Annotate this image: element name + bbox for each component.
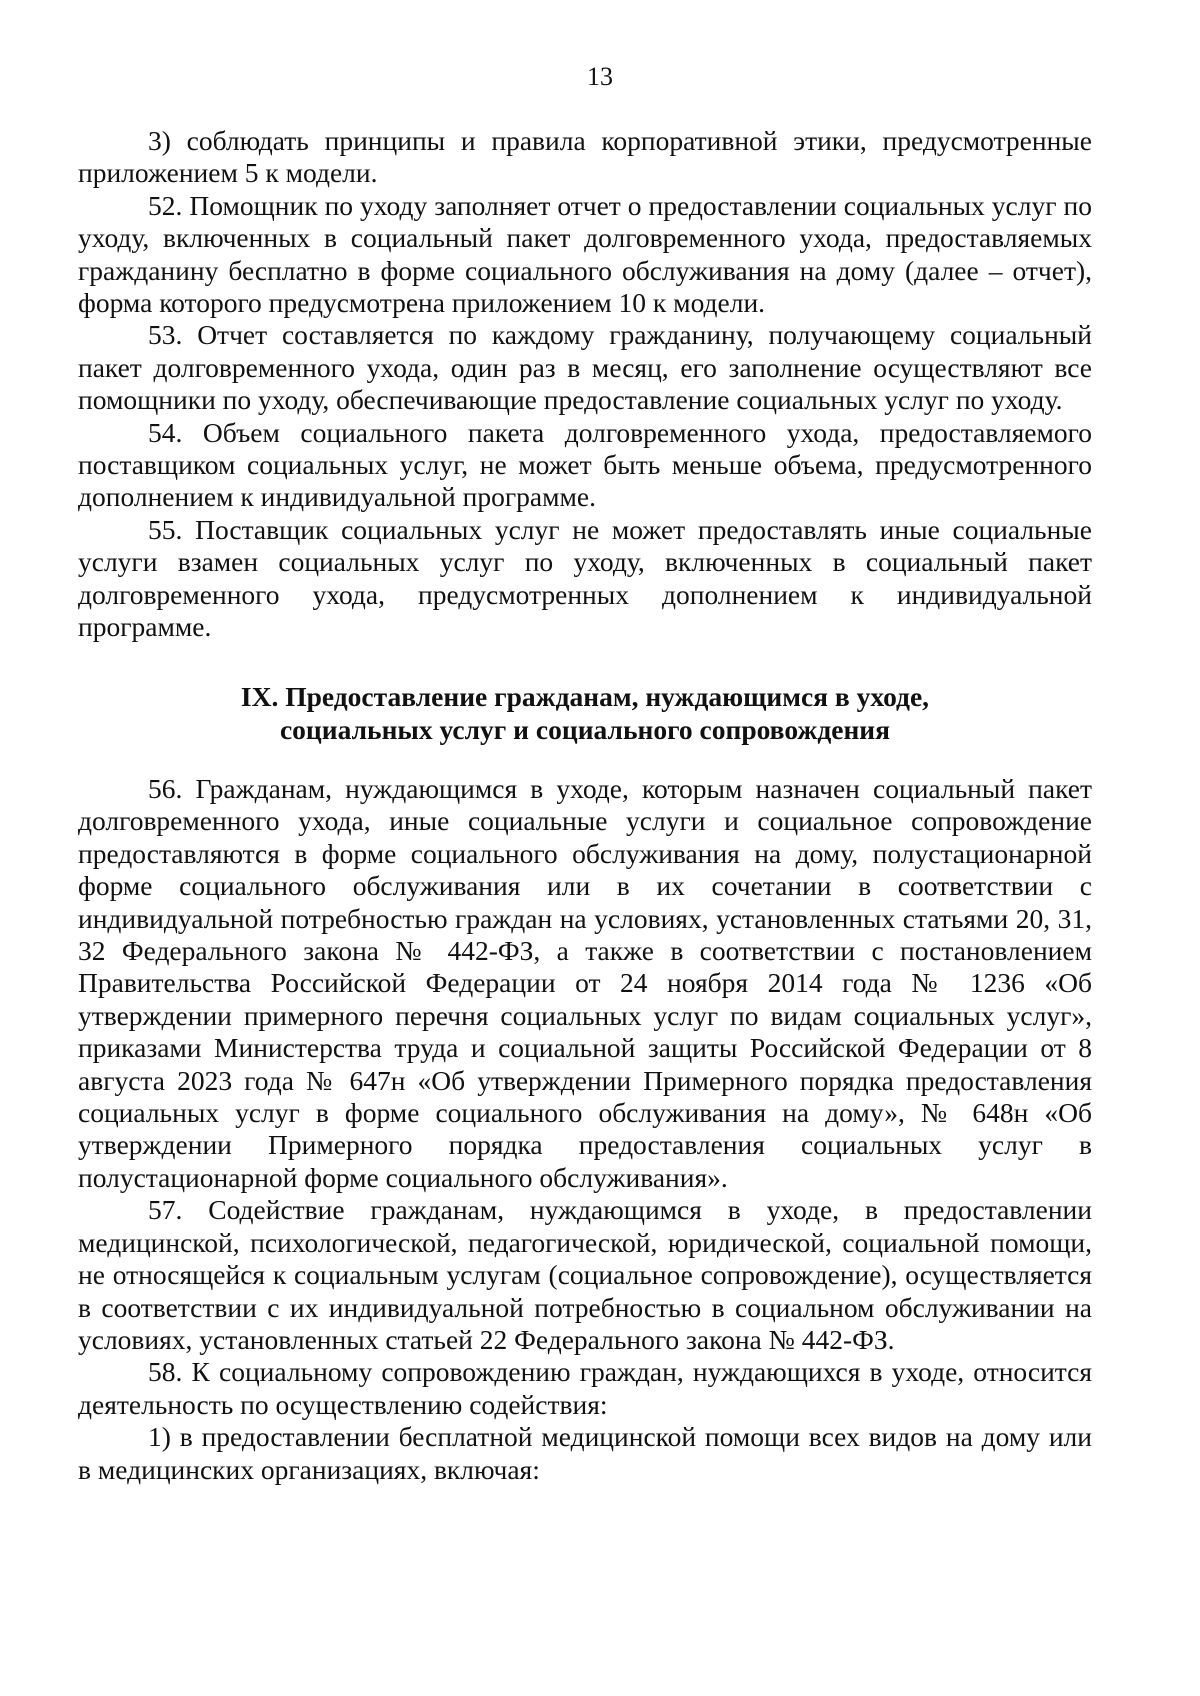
paragraph-52: 52. Помощник по уходу заполняет отчет о предоставлении социальных услуг по уходу, включенных в социальный пакет долговременного ухода, предоставляемых гражданину бесплатно в форме социального обслуживания на дому (далее – отчет), форма которого предусмотрена приложением 10 к модели. [78,189,1092,319]
paragraph-55: 55. Поставщик социальных услуг не может предоставлять иные социальные услуги взамен социальных услуг по уходу, включенных в социальный пакет долговременного ухода, предусмотренных дополнением к индивидуальной программе. [78,513,1092,643]
section-heading-line-2: социальных услуг и социального сопровождения [279,714,891,745]
paragraph-58-item-1: 1) в предоставлении бесплатной медицинской помощи всех видов на дому или в медицинских организациях, включая: [78,1421,1092,1485]
paragraph-56: 56. Гражданам, нуждающимся в уходе, которым назначен социальный пакет долговременного ухода, иные социальные услуги и социальное сопровождение предоставляются в форме социального обслуживания на дому, полустационарной форме социального обслуживания или в их сочетании в соответствии с индивидуальной потребностью граждан на условиях, установленных статьями 20, 31, 32 Федерального закона № 442-ФЗ, а также в соответствии с постановлением Правительства Российской Федерации от 24 ноября 2014 года № 1236 «Об утверждении примерного перечня социальных услуг по видам социальных услуг», приказами Министерства труда и социальной защиты Российской Федерации от 8 августа 2023 года № 647н «Об утверждении Примерного порядка предоставления социальных услуг в форме социального обслуживания на дому», № 648н «Об утверждении Примерного порядка предоставления социальных услуг в полустационарной форме социального обслуживания». [78,773,1092,1193]
text-block-bottom [78,773,1092,1486]
paragraph-54: 54. Объем социального пакета долговременного ухода, предоставляемого поставщиком социальных услуг, не может быть меньше объема, предусмотренного дополнением к индивидуальной программе. [78,416,1092,513]
paragraph-item-3: 3) соблюдать принципы и правила корпоративной этики, предусмотренные приложением 5 к модели. [78,125,1092,189]
paragraph-58: 58. К социальному сопровождению граждан, нуждающихся в уходе, относится деятельность по осуществлению содействия: [78,1356,1092,1420]
page-number: 13 [587,62,613,91]
section-heading [78,680,1092,746]
paragraph-53: 53. Отчет составляется по каждому гражданину, получающему социальный пакет долговременного ухода, один раз в месяц, его заполнение осуществляют все помощники по уходу, обеспечивающие предоставление социальных услуг по уходу. [78,319,1092,416]
section-heading-line-1: IX. Предоставление гражданам, нуждающимся в уходе, [240,681,930,712]
paragraph-57: 57. Содействие гражданам, нуждающимся в уходе, в предоставлении медицинской, психологической, педагогической, юридической, социальной помощи, не относящейся к социальным услугам (социальное сопровождение), осуществляется в соответствии с их индивидуальной потребностью в социальном обслуживании на условиях, установленных статьей 22 Федерального закона № 442-ФЗ. [78,1194,1092,1355]
text-block-top [78,125,1092,644]
